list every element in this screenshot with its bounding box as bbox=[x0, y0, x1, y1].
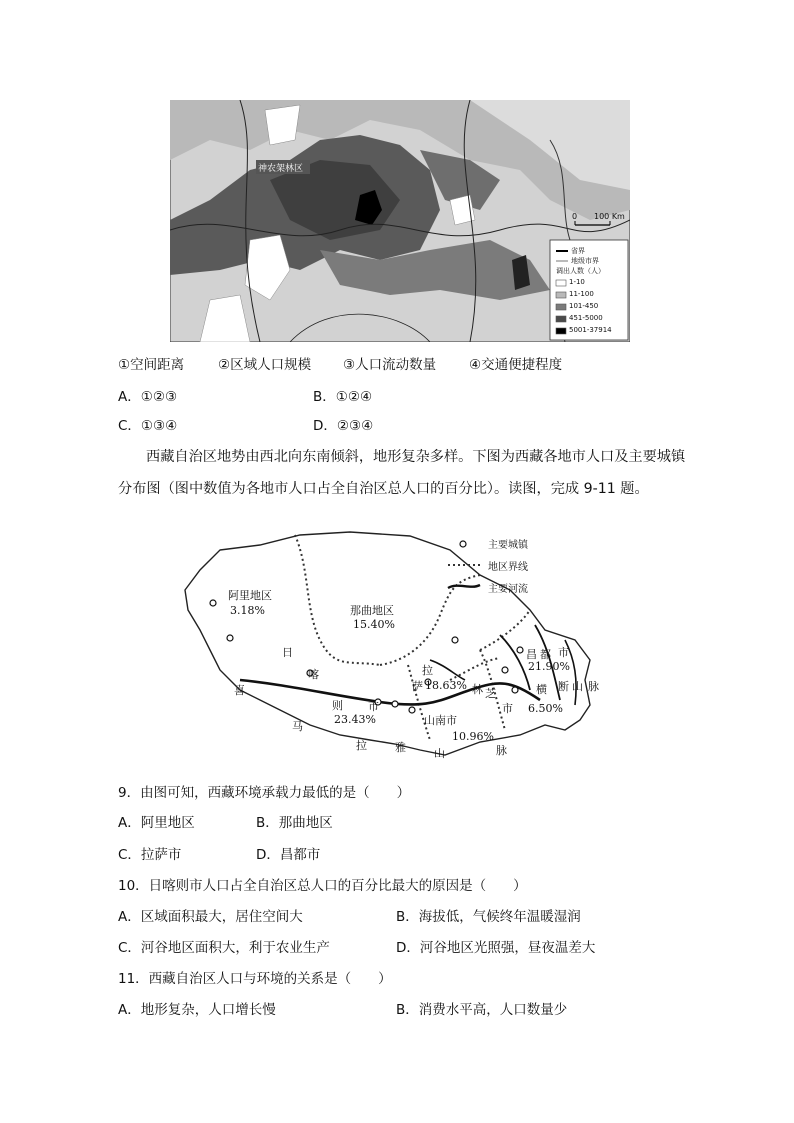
q9-option-a[interactable]: A．阿里地区 bbox=[118, 815, 195, 831]
q9-stem: 9．由图可知，西藏环境承载力最低的是（ ） bbox=[118, 785, 411, 801]
region-ali: 阿里地区 bbox=[228, 589, 272, 602]
q10-option-a[interactable]: A．区域面积最大，居住空间大 bbox=[118, 909, 303, 925]
migration-map-svg bbox=[170, 100, 630, 342]
region-naqu: 那曲地区 bbox=[350, 604, 394, 617]
q11-option-a[interactable]: A．地形复杂，人口增长慢 bbox=[118, 1002, 276, 1018]
region-lasa-char-2: 萨 bbox=[412, 680, 423, 693]
q10-option-c[interactable]: C．河谷地区面积大，利于农业生产 bbox=[118, 940, 330, 956]
region-naqu-pct: 15.40% bbox=[353, 618, 395, 631]
map1-legend-class-3: 101-450 bbox=[569, 302, 599, 310]
mountain-char-la: 拉 bbox=[356, 739, 367, 752]
q9-option-b[interactable]: B．那曲地区 bbox=[256, 815, 333, 831]
q11-option-b[interactable]: B．消费水平高，人口数量少 bbox=[396, 1002, 568, 1018]
map1-legend-class-2: 11-100 bbox=[569, 290, 594, 298]
map1-scale-zero: 0 bbox=[572, 212, 578, 221]
q8-item-1: ①空间距离 bbox=[118, 357, 185, 373]
mountain-char-mai2: 脉 bbox=[588, 680, 599, 693]
region-rikaze-char-3: 则 bbox=[332, 699, 343, 712]
map2-legend-boundary: 地区界线 bbox=[488, 562, 528, 573]
region-changdu-char-3: 市 bbox=[558, 646, 569, 659]
mountain-char-shan: 山 bbox=[434, 747, 445, 760]
region-lasa-pct: 18.63% bbox=[425, 679, 467, 692]
region-rikaze-pct: 23.43% bbox=[334, 713, 376, 726]
region-shannan: 山南市 bbox=[424, 714, 457, 727]
map1-legend-title: 调出人数（人） bbox=[556, 267, 605, 275]
q8-item-2: ②区域人口规模 bbox=[218, 357, 312, 373]
q11-stem: 11．西藏自治区人口与环境的关系是（ ） bbox=[118, 971, 392, 987]
region-rikaze-char-2: 喀 bbox=[308, 668, 319, 681]
intro-line-1: 西藏自治区地势由西北向东南倾斜，地形复杂多样。下图为西藏各地市人口及主要城镇 bbox=[146, 449, 686, 465]
mountain-char-duan: 断 bbox=[558, 680, 569, 693]
tibet-map-svg bbox=[180, 530, 600, 770]
region-rikaze-char-1: 日 bbox=[282, 646, 293, 659]
q9-option-c[interactable]: C．拉萨市 bbox=[118, 847, 182, 863]
region-linzhi-pct: 6.50% bbox=[528, 702, 563, 715]
map1-region-label: 神农架林区 bbox=[258, 164, 304, 174]
mountain-char-xi: 喜 bbox=[234, 684, 245, 697]
region-lasa-char-1: 拉 bbox=[422, 664, 433, 677]
region-ali-pct: 3.18% bbox=[230, 604, 265, 617]
map2-legend-river: 主要河流 bbox=[488, 584, 528, 595]
mountain-char-ma: 马 bbox=[292, 720, 303, 733]
q9-option-d[interactable]: D．昌都市 bbox=[256, 847, 321, 863]
region-changdu-char-2: 都 bbox=[540, 648, 551, 661]
q8-option-c[interactable]: C．①③④ bbox=[118, 418, 178, 434]
q10-option-d[interactable]: D．河谷地区光照强，昼夜温差大 bbox=[396, 940, 596, 956]
q8-option-a[interactable]: A．①②③ bbox=[118, 389, 178, 405]
map1-legend-class-4: 451-5000 bbox=[569, 314, 603, 322]
q8-option-b[interactable]: B．①②④ bbox=[313, 389, 373, 405]
region-changdu-pct: 21.90% bbox=[528, 660, 570, 673]
q8-option-d[interactable]: D．②③④ bbox=[313, 418, 374, 434]
q8-item-4: ④交通便捷程度 bbox=[469, 357, 563, 373]
region-changdu-char-1: 昌 bbox=[526, 648, 537, 661]
tibet-map bbox=[180, 530, 600, 770]
region-linzhi-char-3: 市 bbox=[502, 702, 513, 715]
map1-legend-class-1: 1-10 bbox=[569, 278, 585, 286]
map1-legend-province: 省界 bbox=[571, 247, 585, 255]
map1-scale-value: 100 Km bbox=[594, 212, 625, 221]
q10-option-b[interactable]: B．海拔低，气候终年温暖湿润 bbox=[396, 909, 581, 925]
q8-item-3: ③人口流动数量 bbox=[343, 357, 437, 373]
mountain-char-mai: 脉 bbox=[496, 744, 507, 757]
mountain-char-heng: 横 bbox=[536, 683, 547, 696]
mountain-char-shan2: 山 bbox=[572, 680, 583, 693]
migration-map bbox=[170, 100, 630, 342]
mountain-char-ya: 雅 bbox=[395, 741, 406, 754]
map2-legend-town: 主要城镇 bbox=[488, 540, 528, 551]
region-rikaze-char-4: 市 bbox=[368, 700, 379, 713]
map1-legend-class-5: 5001-37914 bbox=[569, 326, 612, 334]
q10-stem: 10．日喀则市人口占全自治区总人口的百分比最大的原因是（ ） bbox=[118, 878, 527, 894]
region-shannan-pct: 10.96% bbox=[452, 730, 494, 743]
intro-line-2: 分布图（图中数值为各地市人口占全自治区总人口的百分比）。读图，完成 9-11 题。 bbox=[118, 481, 649, 497]
map1-legend-city: 地级市界 bbox=[571, 257, 599, 265]
region-linzhi-char-2: 芝 bbox=[485, 687, 496, 700]
region-linzhi-char-1: 林 bbox=[472, 683, 483, 696]
